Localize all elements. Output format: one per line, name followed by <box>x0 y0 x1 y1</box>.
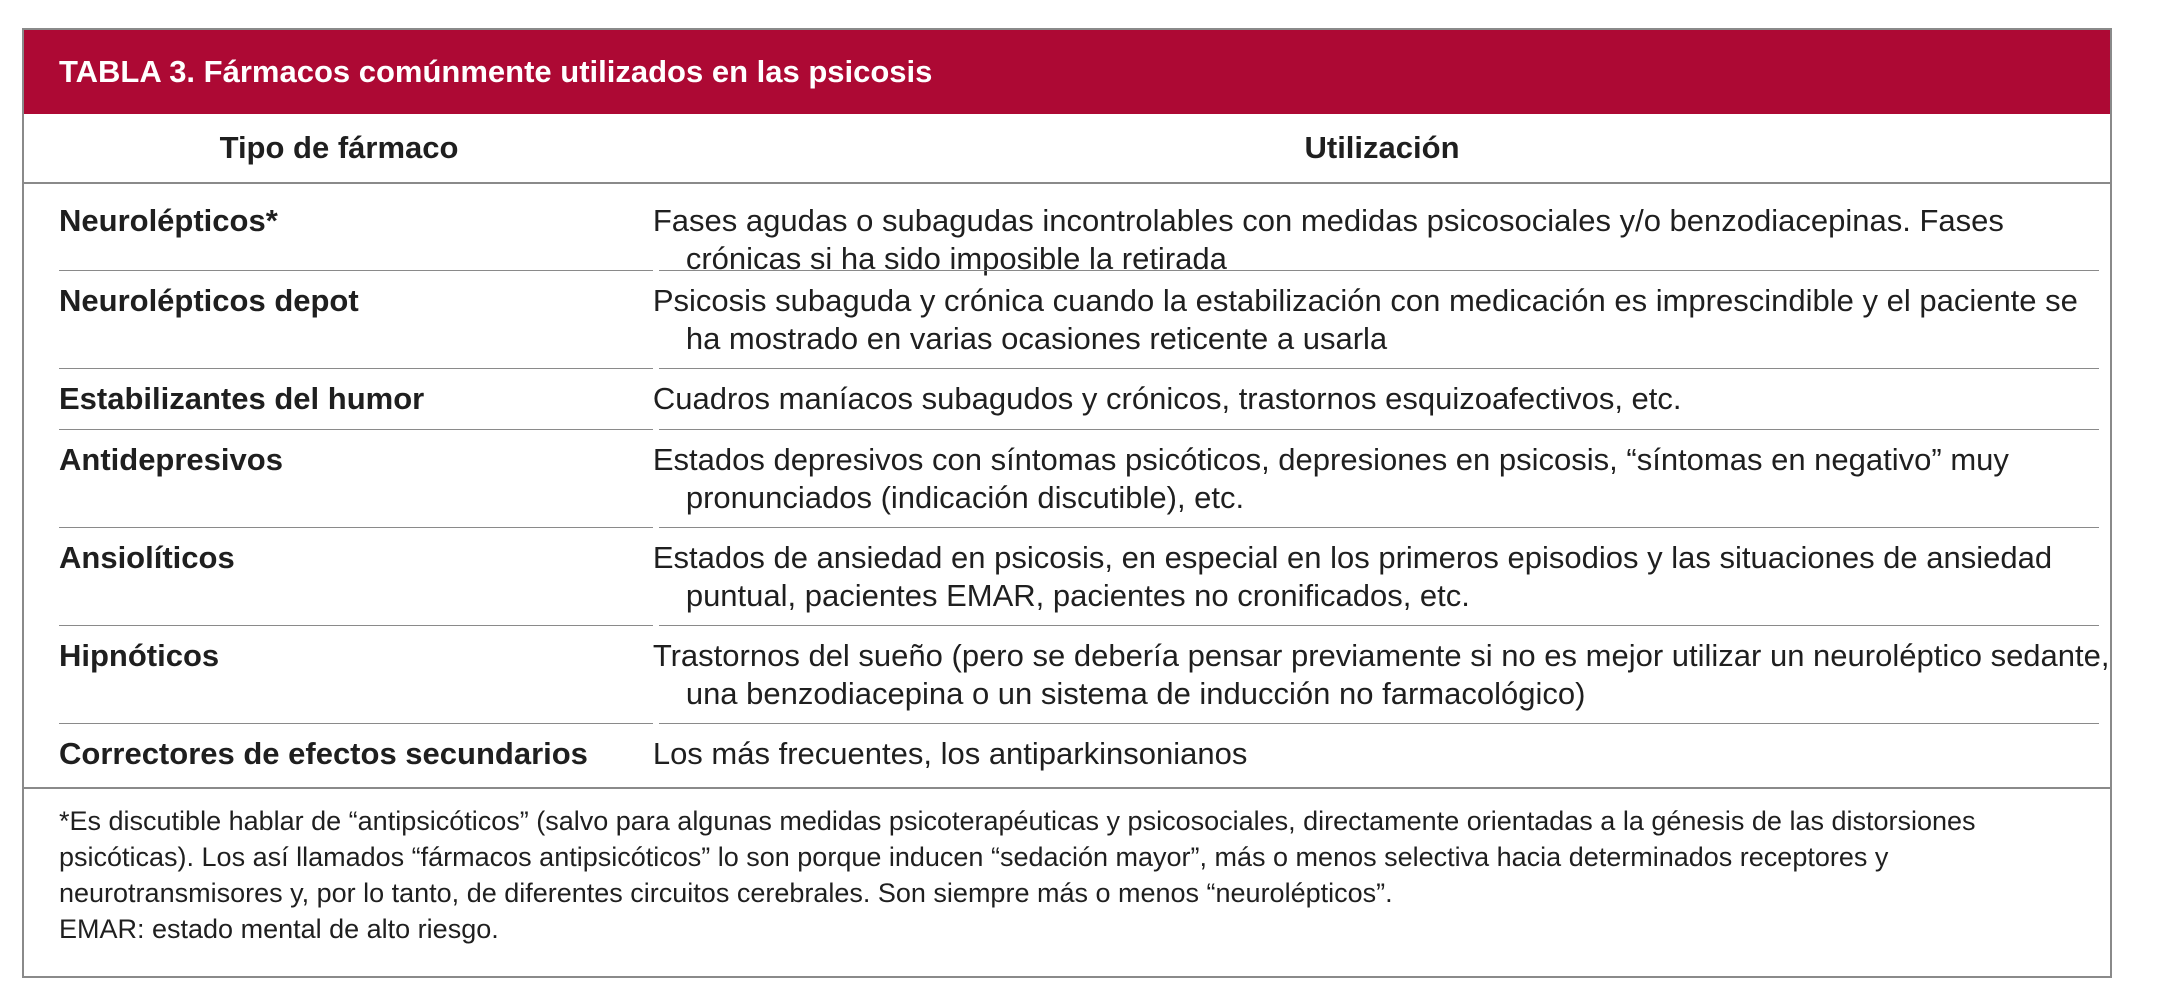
table-row <box>24 625 2110 723</box>
drug-table <box>22 28 2112 978</box>
table-title-bar <box>24 30 2110 114</box>
drug-type-cell: Estabilizantes del humor <box>59 381 425 416</box>
footnote-emar: EMAR: estado mental de alto riesgo. <box>59 914 499 944</box>
table-row <box>24 527 2110 625</box>
header-tipo-de-farmaco: Tipo de fármaco <box>219 130 459 165</box>
table-row <box>24 723 2110 781</box>
drug-use-cell: Estados depresivos con síntomas psicóticos, depresiones en psicosis, “síntomas en negativo” muy pronunciados (indicación discutible), etc. <box>652 442 2009 515</box>
drug-use-cell: Cuadros maníacos subagudos y crónicos, trastornos esquizoafectivos, etc. <box>652 381 1682 416</box>
drug-use-cell: Psicosis subaguda y crónica cuando la estabilización con medicación es imprescindible y el paciente se ha mostrado en varias ocasiones reticente a usarla <box>652 283 2078 356</box>
drug-type-cell: Neurolépticos depot <box>59 283 359 318</box>
drug-type-cell: Ansiolíticos <box>59 540 235 575</box>
drug-type-cell: Neurolépticos* <box>59 203 278 238</box>
table-body <box>24 184 2110 781</box>
drug-type-cell: Hipnóticos <box>59 638 220 673</box>
drug-use-cell: Los más frecuentes, los antiparkinsonianos <box>652 736 1248 771</box>
table-title: TABLA 3. Fármacos comúnmente utilizados en las psicosis <box>59 54 933 89</box>
header-utilizacion: Utilización <box>1304 130 1460 165</box>
table-footnote <box>24 789 2110 947</box>
table-header-row <box>24 114 2110 184</box>
drug-use-cell: Estados de ansiedad en psicosis, en especial en los primeros episodios y las situaciones de ansiedad puntual, pacientes EMAR, pacientes no cronificados, etc. <box>652 540 2053 613</box>
footnote-antipsychotics: *Es discutible hablar de “antipsicóticos” (salvo para algunas medidas psicoterapéuticas y psicosociales, directamente orientadas a la génesis de las distorsiones psicóticas). Los así llamados “fármacos antipsicóticos” lo son porque inducen “sedación mayor”, más o menos selectiva hacia determinados receptores y neurotransmisores y, por lo tanto, de diferentes circuitos cerebrales. Son siempre más o menos “neurolépticos”. <box>59 806 1976 908</box>
table-row <box>24 202 2110 276</box>
table-row <box>24 270 2110 368</box>
table-row <box>24 368 2110 429</box>
drug-use-cell: Fases agudas o subagudas incontrolables con medidas psicosociales y/o benzodiacepinas. Fases crónicas si ha sido imposible la retirada <box>652 203 2004 276</box>
drug-use-cell: Trastornos del sueño (pero se debería pensar previamente si no es mejor utilizar un neuroléptico sedante, una benzodiacepina o un sistema de inducción no farmacológico) <box>652 638 2110 711</box>
table-row <box>24 429 2110 527</box>
drug-type-cell: Correctores de efectos secundarios <box>59 736 588 771</box>
drug-type-cell: Antidepresivos <box>59 442 283 477</box>
